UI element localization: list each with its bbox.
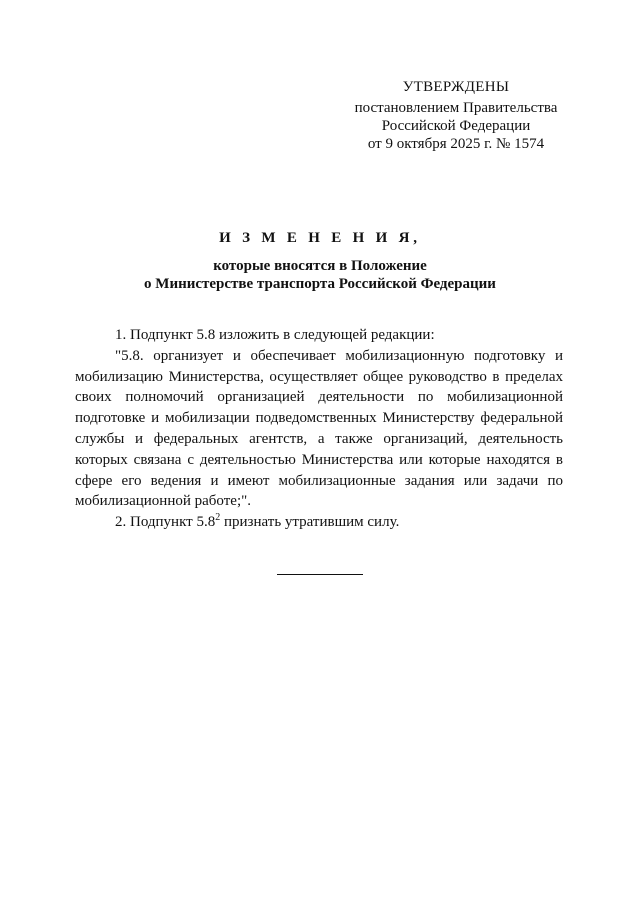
item-2-superscript: 2 <box>215 512 221 524</box>
approval-stamp <box>338 78 574 153</box>
quoted-subitem-paragraph: "5.8. организует и обеспечивает мобилизационную подготовку и мобилизацию Министерства, осуществляет общее руководство в пределах своих полномочий организацией деятельности по мобилизационной подготовке и мобилизации подведомственных Министерству федеральной службы и федеральных агентств, а также организаций, деятельность которых связана с деятельностью Министерства или которые находятся в сфере его ведения и имеют мобилизационные задания или задачи по мобилизационной работе;". <box>75 347 563 510</box>
document-subtitle-line-2: о Министерстве транспорта Российской Федерации <box>144 276 496 292</box>
item-2-text-start: 2. Подпункт 5.8 <box>115 514 216 531</box>
item-1-paragraph: 1. Подпункт 5.8 изложить в следующей редакции: <box>115 327 435 343</box>
document-body <box>75 325 563 533</box>
approval-line-2: Российской Федерации <box>381 118 531 134</box>
document-title-block <box>70 230 570 293</box>
item-2-paragraph <box>75 512 563 533</box>
approval-heading: УТВЕРЖДЕНЫ <box>402 79 510 95</box>
item-2-text-end: признать утратившим силу. <box>220 514 400 531</box>
document-subtitle-line-1: которые вносятся в Положение <box>213 258 427 274</box>
closing-divider-line <box>277 574 363 575</box>
approval-line-1: постановлением Правительства <box>354 100 558 116</box>
approval-line-3: от 9 октября 2025 г. № 1574 <box>367 136 545 152</box>
document-title: И З М Е Н Е Н И Я, <box>219 230 421 246</box>
